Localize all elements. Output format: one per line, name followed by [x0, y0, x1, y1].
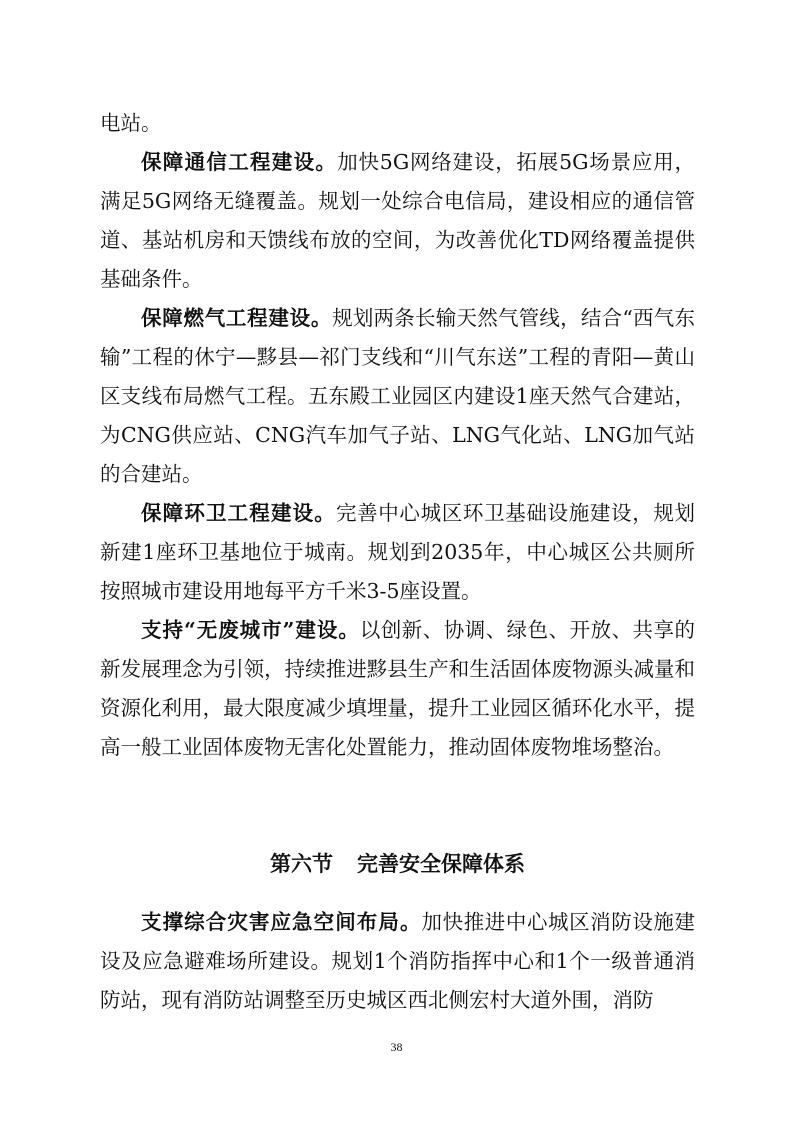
paragraph-gas — [100, 299, 695, 494]
paragraph-lead: 支撑综合灾害应急空间布局。 — [141, 910, 422, 934]
section-number: 第六节 — [270, 852, 333, 876]
paragraph-emergency — [100, 903, 695, 1020]
paragraph-body: 完善中心城区环卫基础设施建设，规划新建1座环卫基地位于城南。规划到2035年，中心城区公共厕所按照城市建设用地每平方千米3-5座设置。 — [100, 501, 696, 603]
section-heading — [100, 845, 695, 884]
paragraph-body: 加快5G网络建设，拓展5G场景应用，满足5G网络无缝覆盖。规划一处综合电信局，建设相应的通信管道、基站机房和天馈线布放的空间，为改善优化TD网络覆盖提供基础条件。 — [100, 150, 695, 291]
page-number: 38 — [390, 1040, 403, 1054]
paragraph-body: 以创新、协调、绿色、开放、共享的新发展理念为引领，持续推进黟县生产和生活固体废物源头减量和资源化利用，最大限度减少填埋量，提升工业园区循环化水平，提高一般工业固体废物无害化处置能力，推动固体废物堆场整治。 — [100, 618, 696, 759]
paragraph-body: 规划两条长输天然气管线，结合“西气东输”工程的休宁—黟县—祁门支线和“川气东送”工程的青阳—黄山区支线布局燃气工程。五东殿工业园区内建设1座天然气合建站，为CNG供应站、CNG汽车加气子站、LNG气化站、LNG加气站的合建站。 — [100, 306, 696, 486]
paragraph-zero-waste — [100, 611, 695, 767]
section-title: 完善安全保障体系 — [357, 852, 525, 876]
paragraph-lead: 保障燃气工程建设。 — [141, 306, 333, 330]
paragraph-body: 电站。 — [100, 111, 162, 135]
paragraph-lead: 保障环卫工程建设。 — [141, 501, 336, 525]
body-text-lower — [100, 903, 695, 1020]
paragraph-lead: 支持“无废城市”建设。 — [141, 618, 360, 642]
paragraph-sanitation — [100, 494, 695, 611]
paragraph-continuation — [100, 104, 695, 143]
body-text-upper — [100, 104, 695, 767]
paragraph-telecom — [100, 143, 695, 299]
paragraph-body: 加快推进中心城区消防设施建设及应急避难场所建设。规划1个消防指挥中心和1个一级普通消防站，现有消防站调整至历史城区西北侧宏村大道外围，消防 — [100, 910, 696, 1012]
paragraph-lead: 保障通信工程建设。 — [141, 150, 338, 174]
